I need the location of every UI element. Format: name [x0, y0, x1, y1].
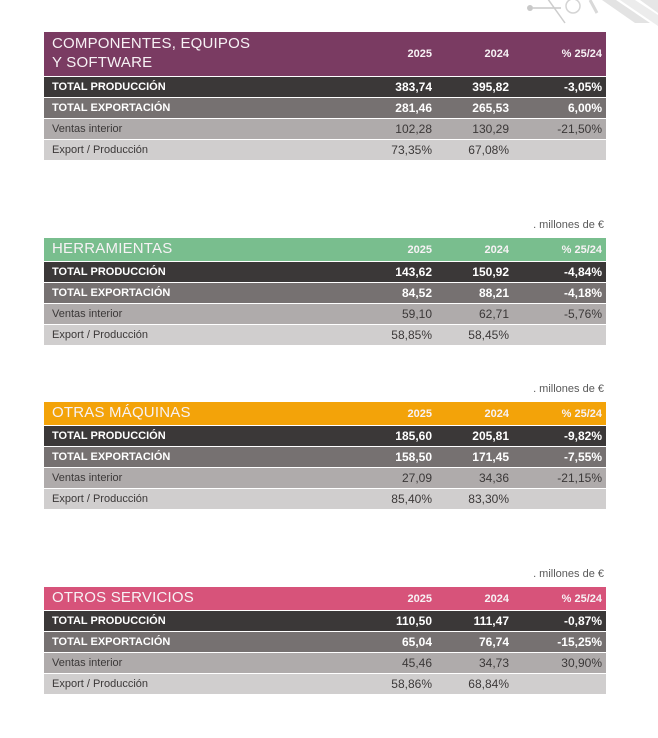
row-label: TOTAL EXPORTACIÓN: [52, 287, 171, 299]
value-2025: 65,04: [401, 635, 432, 649]
table-row: [44, 304, 606, 324]
column-header-2024: 2024: [484, 407, 509, 420]
logo-decoration: [518, 0, 658, 26]
value-2025: 185,60: [395, 429, 432, 443]
table-componentes-equipos-y-software: [44, 32, 606, 161]
table-title: OTROS SERVICIOS: [52, 589, 194, 607]
value-2025: 158,50: [395, 450, 432, 464]
row-label: Export / Producción: [52, 329, 148, 341]
value-pct: -3,05%: [563, 80, 602, 94]
value-2024: 171,45: [472, 450, 509, 464]
value-2024: 205,81: [472, 429, 509, 443]
value-2025: 143,62: [395, 265, 432, 279]
table-row: [44, 77, 606, 97]
column-header-pct: % 25/24: [561, 407, 602, 420]
table-header: [44, 32, 606, 76]
column-header-pct: % 25/24: [561, 243, 602, 256]
value-2025: 383,74: [395, 80, 432, 94]
diagonal-line: [545, 0, 565, 23]
value-pct: 6,00%: [567, 101, 602, 115]
value-pct: -7,55%: [563, 450, 602, 464]
table-otros-servicios: [44, 587, 606, 695]
value-2024: 68,84%: [468, 677, 509, 691]
value-pct: -4,84%: [563, 265, 602, 279]
value-pct: -4,18%: [563, 286, 602, 300]
value-pct: -9,82%: [563, 429, 602, 443]
value-pct: -15,25%: [557, 635, 602, 649]
row-label: TOTAL EXPORTACIÓN: [52, 102, 171, 114]
value-2025: 102,28: [395, 122, 432, 136]
value-2025: 84,52: [401, 286, 432, 300]
value-pct: -21,15%: [557, 471, 602, 485]
table-row: [44, 653, 606, 673]
table-row: [44, 468, 606, 488]
row-label: TOTAL PRODUCCIÓN: [52, 266, 166, 278]
unit-note: . millones de €: [533, 219, 604, 231]
row-label: TOTAL EXPORTACIÓN: [52, 636, 171, 648]
table-title: HERRAMIENTAS: [52, 240, 173, 258]
circle-icon: [566, 0, 580, 13]
value-pct: -5,76%: [563, 307, 602, 321]
value-2025: 110,50: [395, 614, 432, 628]
row-label: Ventas interior: [52, 308, 123, 320]
row-label: Ventas interior: [52, 123, 123, 135]
column-header-2024: 2024: [484, 243, 509, 256]
value-2025: 27,09: [401, 471, 432, 485]
table-header: [44, 587, 606, 610]
value-2024: 265,53: [472, 101, 509, 115]
value-2024: 150,92: [472, 265, 509, 279]
row-label: Export / Producción: [52, 678, 148, 690]
table-row: [44, 119, 606, 139]
table-otras-maquinas: [44, 402, 606, 510]
column-header-pct: % 25/24: [561, 592, 602, 605]
column-header-pct: % 25/24: [561, 48, 602, 60]
value-2025: 85,40%: [391, 492, 432, 506]
row-label: Export / Producción: [52, 493, 148, 505]
column-header-2025: 2025: [407, 592, 432, 605]
table-row: [44, 489, 606, 509]
table-row: [44, 98, 606, 118]
value-2024: 83,30%: [468, 492, 509, 506]
column-header-2024: 2024: [484, 592, 509, 605]
value-2024: 395,82: [472, 80, 509, 94]
column-header-2025: 2025: [407, 243, 432, 256]
value-2025: 281,46: [395, 101, 432, 115]
row-label: Ventas interior: [52, 657, 123, 669]
table-header: [44, 238, 606, 261]
table-row: [44, 325, 606, 345]
value-2024: 34,36: [478, 471, 509, 485]
table-row: [44, 632, 606, 652]
dot-icon: [527, 5, 533, 11]
table-row: [44, 140, 606, 160]
column-header-2025: 2025: [407, 48, 432, 60]
value-2024: 111,47: [473, 614, 509, 628]
value-2025: 73,35%: [391, 143, 432, 157]
table-row: [44, 674, 606, 694]
table-row: [44, 262, 606, 282]
value-2024: 130,29: [472, 122, 509, 136]
value-2025: 45,46: [401, 656, 432, 670]
value-2024: 62,71: [478, 307, 509, 321]
row-label: Ventas interior: [52, 472, 123, 484]
value-pct: -0,87%: [563, 614, 602, 628]
value-2024: 76,74: [478, 635, 509, 649]
stripe-small: [590, 0, 597, 13]
table-title: OTRAS MÁQUINAS: [52, 404, 191, 422]
value-2025: 58,85%: [391, 328, 432, 342]
table-row: [44, 283, 606, 303]
unit-note: . millones de €: [533, 383, 604, 395]
value-2025: 58,86%: [391, 677, 432, 691]
row-label: Export / Producción: [52, 144, 148, 156]
value-pct: 30,90%: [561, 656, 602, 670]
table-header: [44, 402, 606, 425]
row-label: TOTAL EXPORTACIÓN: [52, 451, 171, 463]
column-header-2025: 2025: [407, 407, 432, 420]
value-pct: -21,50%: [557, 122, 602, 136]
value-2024: 34,73: [478, 656, 509, 670]
table-row: [44, 611, 606, 631]
table-row: [44, 447, 606, 467]
value-2025: 59,10: [401, 307, 432, 321]
table-row: [44, 426, 606, 446]
row-label: TOTAL PRODUCCIÓN: [52, 430, 166, 442]
value-2024: 67,08%: [468, 143, 509, 157]
value-2024: 88,21: [478, 286, 509, 300]
table-title: COMPONENTES, EQUIPOS Y SOFTWARE: [52, 35, 251, 71]
row-label: TOTAL PRODUCCIÓN: [52, 81, 166, 93]
column-header-2024: 2024: [484, 48, 509, 60]
table-herramientas: [44, 238, 606, 346]
row-label: TOTAL PRODUCCIÓN: [52, 615, 166, 627]
value-2024: 58,45%: [468, 328, 509, 342]
unit-note: . millones de €: [533, 568, 604, 580]
